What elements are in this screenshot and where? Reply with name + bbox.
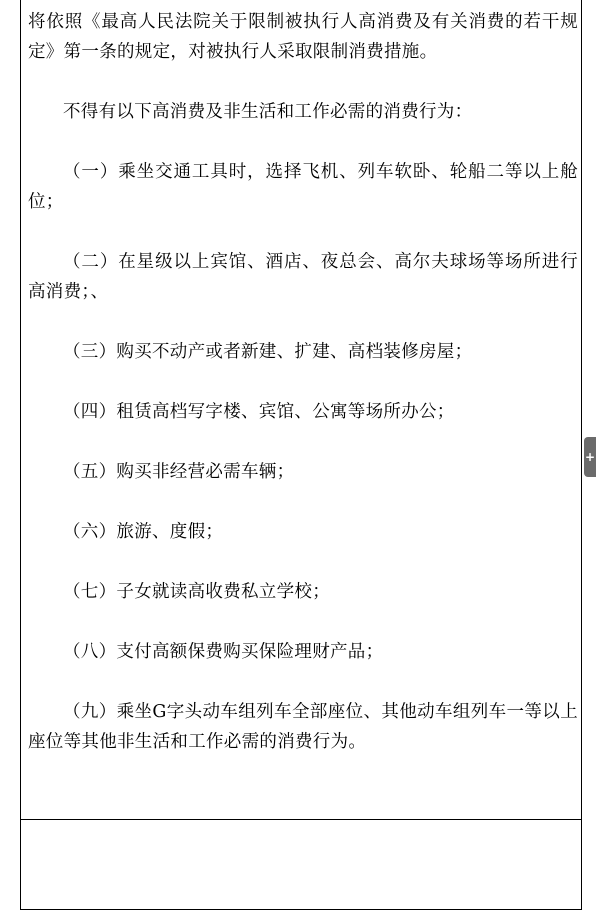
content-cell (21, 0, 581, 820)
list-item: （二）在星级以上宾馆、酒店、夜总会、高尔夫球场等场所进行高消费；、 (28, 252, 578, 302)
empty-cell (21, 820, 581, 909)
list-item: （三）购买不动产或者新建、扩建、高档装修房屋； (63, 342, 473, 362)
list-item: （九）乘坐G字头动车组列车全部座位、其他动车组列车一等以上座位等其他非生活和工作必需的消费行为。 (28, 702, 578, 752)
heading-paragraph: 不得有以下高消费及非生活和工作必需的消费行为： (63, 102, 473, 122)
expand-tab-button[interactable] (584, 437, 596, 477)
intro-paragraph: 将依照《最高人民法院关于限制被执行人高消费及有关消费的若干规定》第一条的规定，对被执行人采取限制消费措施。 (28, 12, 578, 62)
list-item: （五）购买非经营必需车辆； (63, 462, 295, 482)
document-table (20, 0, 582, 910)
list-item: （七）子女就读高收费私立学校； (63, 582, 330, 602)
plus-icon: + (584, 450, 596, 464)
document-body (28, 7, 578, 787)
list-item: （一）乘坐交通工具时，选择飞机、列车软卧、轮船二等以上舱位； (28, 162, 578, 212)
list-item: （四）租赁高档写字楼、宾馆、公寓等场所办公； (63, 402, 455, 422)
list-item: （六）旅游、度假； (63, 522, 224, 542)
list-item: （八）支付高额保费购买保险理财产品； (63, 642, 384, 662)
